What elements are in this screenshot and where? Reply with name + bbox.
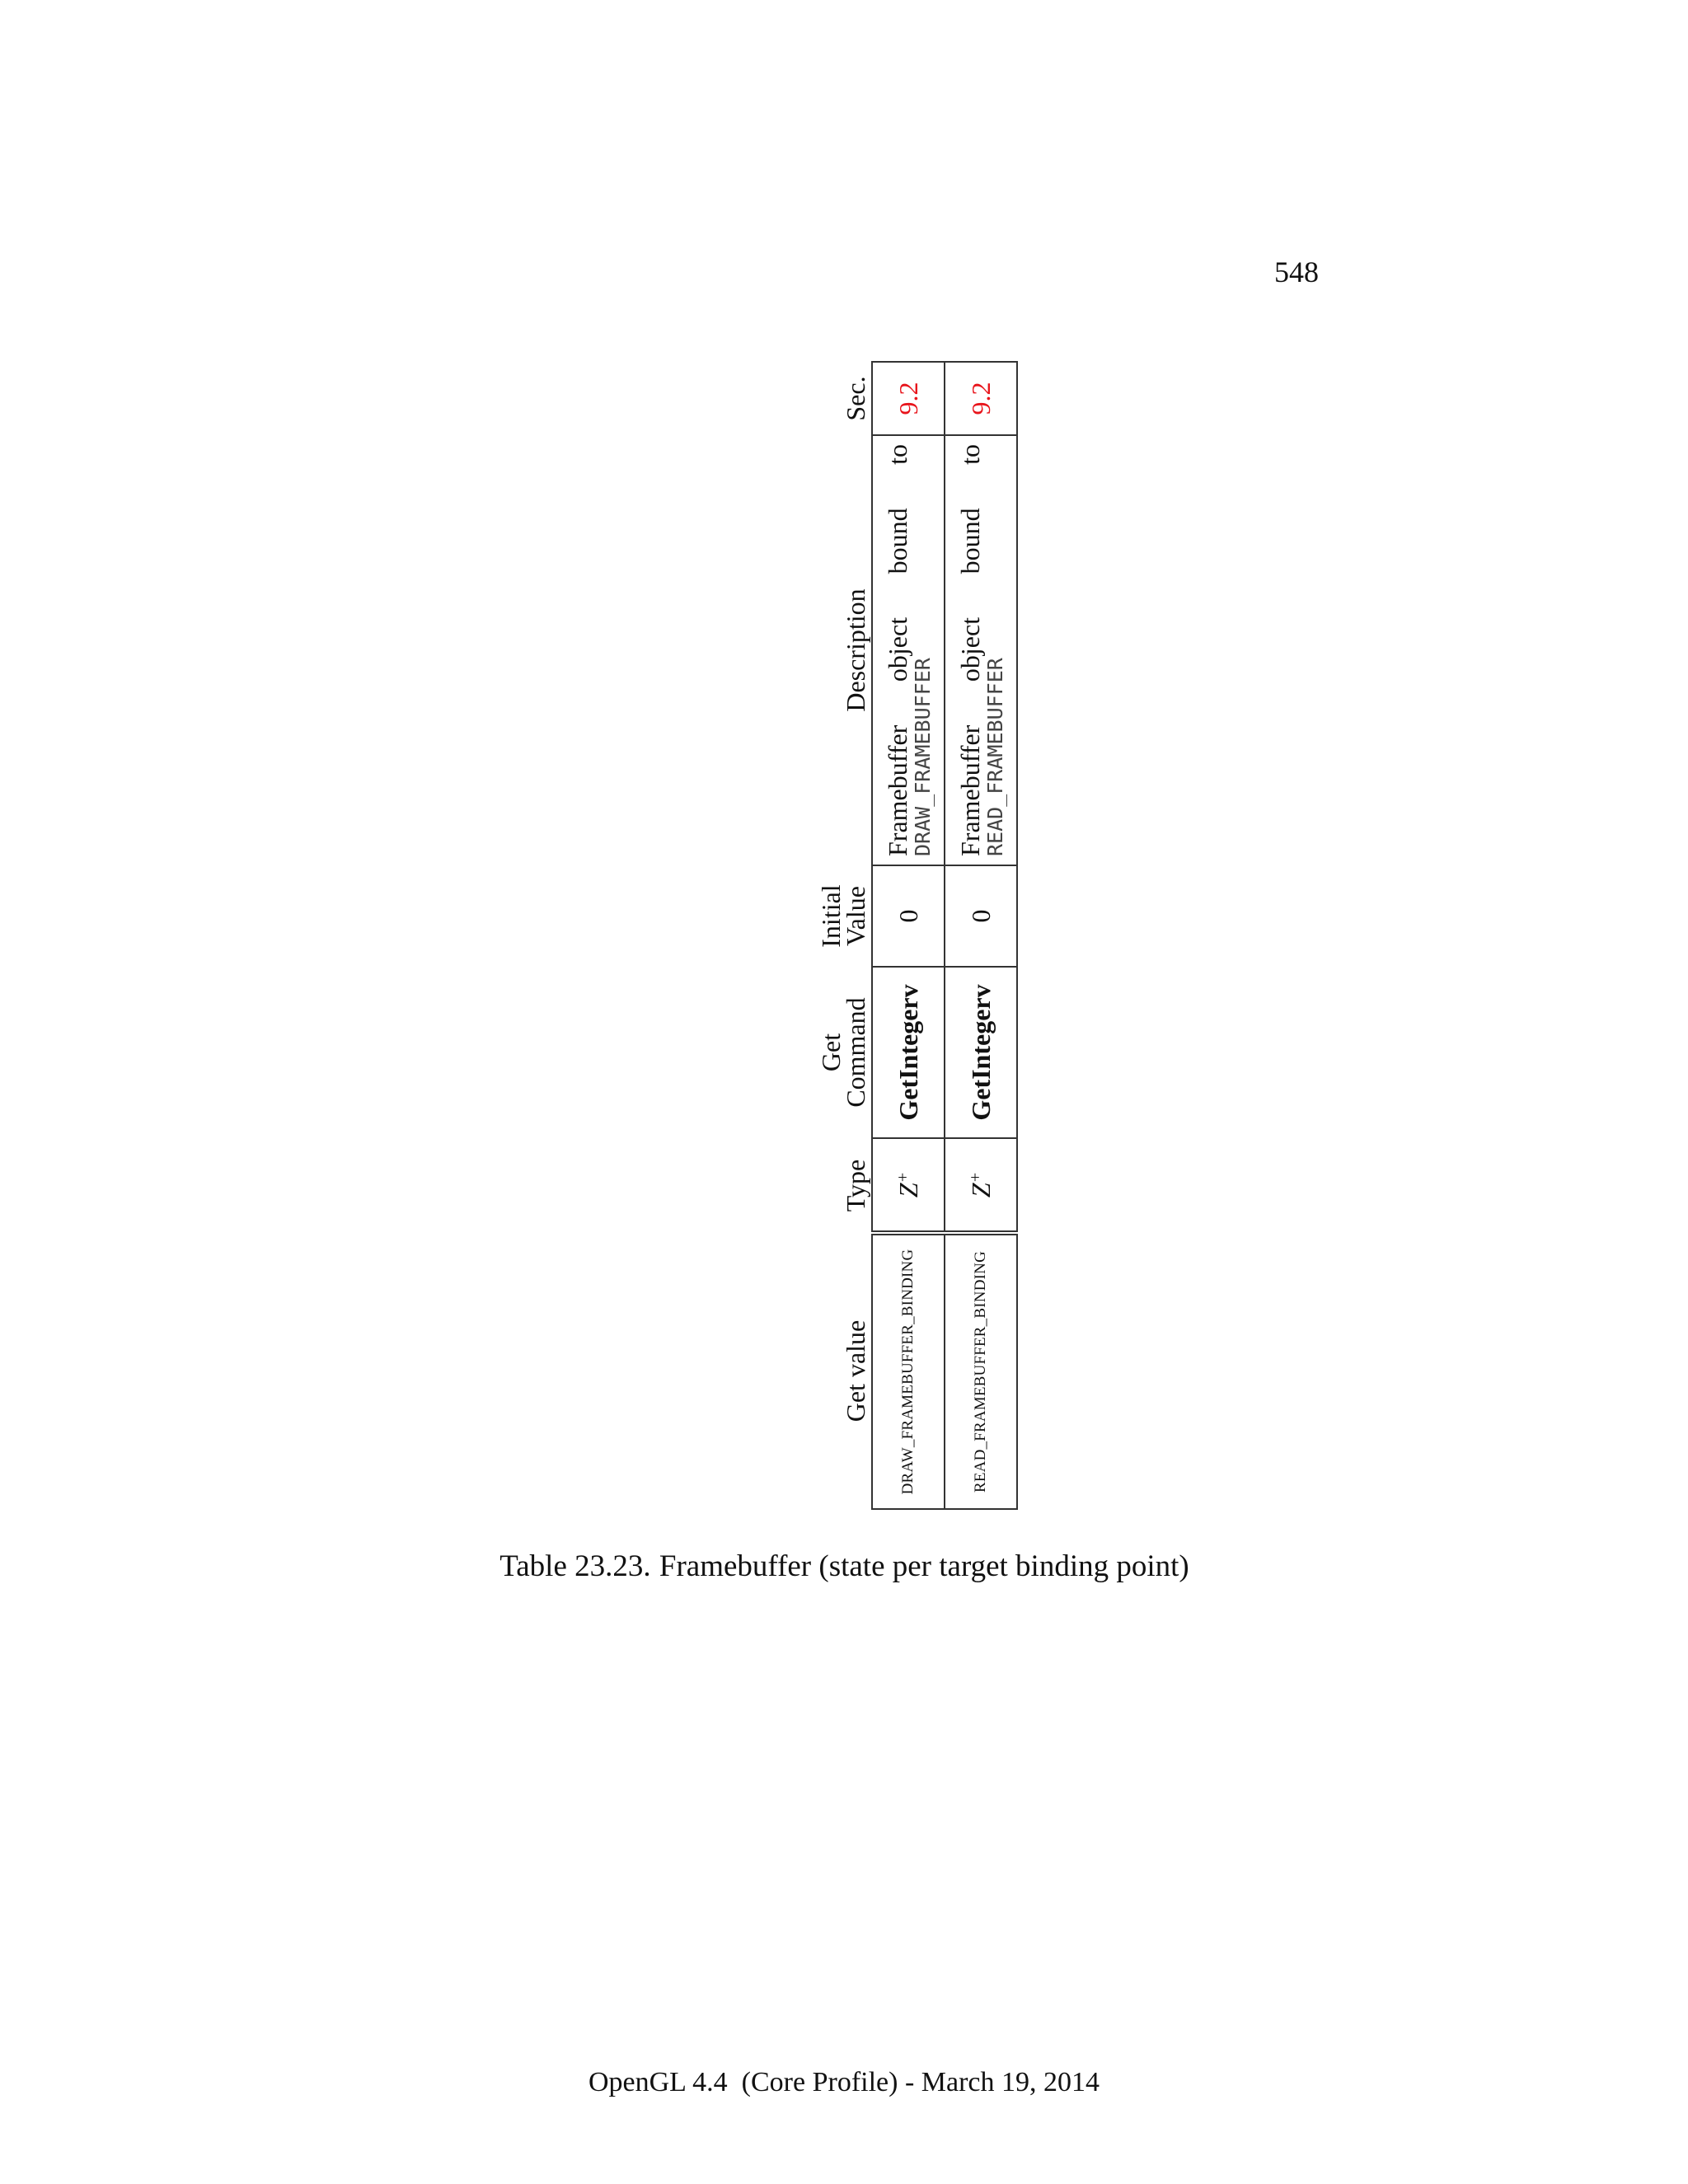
initial-value-cell: 0 xyxy=(945,865,1017,967)
type-superscript: + xyxy=(965,1171,984,1183)
header-initial-value: Initial Value xyxy=(816,884,870,948)
description-text: Framebuffer object bound to xyxy=(954,444,985,856)
state-table xyxy=(789,361,1018,1510)
type-cell xyxy=(945,1138,1017,1233)
header-sec: Sec. xyxy=(840,376,870,421)
description-cell xyxy=(945,435,1017,865)
get-value-cell: DRAW_FRAMEBUFFER_BINDING xyxy=(872,1233,945,1509)
table-row xyxy=(945,362,1017,1509)
type-base: Z xyxy=(893,1183,923,1198)
table-caption xyxy=(0,1551,1688,1582)
header-get-command: Get Command xyxy=(816,997,870,1108)
header-description: Description xyxy=(840,588,870,712)
type-cell xyxy=(872,1138,945,1233)
type-superscript: + xyxy=(893,1171,912,1183)
state-table-rotated xyxy=(789,363,1007,1510)
description-target: DRAW_FRAMEBUFFER xyxy=(910,658,935,856)
initial-value-cell: 0 xyxy=(872,865,945,967)
section-link[interactable]: 9.2 xyxy=(872,362,945,435)
description-text: Framebuffer object bound to xyxy=(882,444,912,856)
table-row xyxy=(872,362,945,1509)
type-base: Z xyxy=(965,1183,996,1198)
table-header-row xyxy=(789,362,872,1509)
caption-label: Table 23.23. xyxy=(499,1549,651,1583)
header-get-value: Get value xyxy=(840,1319,870,1422)
description-cell xyxy=(872,435,945,865)
description-target: READ_FRAMEBUFFER xyxy=(982,658,1007,856)
get-command-cell: GetIntegerv xyxy=(945,967,1017,1138)
header-type: Type xyxy=(840,1159,870,1212)
page-footer: OpenGL 4.4 (Core Profile) - March 19, 2014 xyxy=(588,2067,1100,2097)
get-command-cell: GetIntegerv xyxy=(872,967,945,1138)
caption-text: Framebuffer (state per target binding point) xyxy=(659,1549,1189,1583)
get-value-cell: READ_FRAMEBUFFER_BINDING xyxy=(945,1233,1017,1509)
page-number: 548 xyxy=(1274,255,1319,288)
section-link[interactable]: 9.2 xyxy=(945,362,1017,435)
